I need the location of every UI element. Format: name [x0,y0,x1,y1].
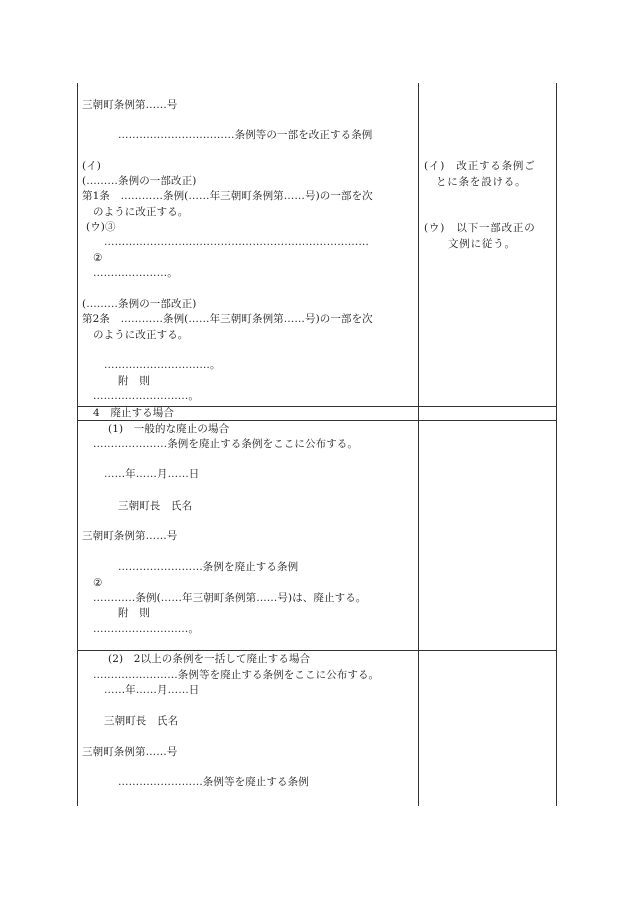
s4-1-body: …………条例(……年三朝町条例第……号)は、廃止する。 [93,592,367,604]
note-mark-u: (ウ)③ [86,221,116,233]
s4-2-heading: (2) 2以上の条例を一括して廃止する場合 [108,653,311,665]
side-note-i-line2: とに条を設ける。 [436,176,527,188]
s4-1-supplementary-dotted: ………………………。 [93,623,199,635]
table-right-border [556,83,557,806]
row-divider-2 [77,420,557,421]
table-column-divider [418,83,419,806]
s4-1-promulgation: …………………条例を廃止する条例をここに公布する。 [93,438,358,450]
s4-2-title: ……………………条例等を廃止する条例 [118,776,309,788]
s4-1-supplementary: 附 則 [118,607,150,619]
table-left-border [77,83,78,806]
side-note-i-line1: (イ) 改正する条例ご [424,160,536,172]
side-note-u-line2: 文例に従う。 [448,238,516,250]
article1-caption: (………条例の一部改正) [82,175,197,187]
article2-caption: (………条例の一部改正) [82,298,197,310]
article2-text-line2: のように改正する。 [93,329,189,341]
dotted-line-short: …………………。 [93,267,178,279]
supplementary-provisions: 附 則 [118,375,150,387]
amendment-ordinance-title: ……………………………条例等の一部を改正する条例 [118,129,373,141]
s4-2-promulgation: ……………………条例等を廃止する条例をここに公布する。 [93,669,380,681]
s4-1-title: ……………………条例を廃止する条例 [118,561,299,573]
s4-2-date: ……年……月……日 [104,684,200,696]
s4-2-ordinance-number: 三朝町条例第……号 [82,746,178,758]
s4-1-date: ……年……月……日 [104,468,200,480]
note-mark-i: (イ) [82,160,101,172]
article1-text-line1: 第1条 …………条例(……年三朝町条例第……号)の一部を次 [82,190,373,202]
dotted-line-mid: …………………………。 [104,359,221,371]
s4-1-mayor: 三朝町長 氏名 [118,500,193,512]
row-divider-3 [77,650,557,651]
paragraph-number-2: ② [93,252,103,264]
s4-1-paragraph-number-2: ② [93,577,103,589]
s4-2-mayor: 三朝町長 氏名 [104,715,179,727]
side-note-u-line1: (ウ) 以下一部改正の [424,222,536,234]
s4-1-ordinance-number: 三朝町条例第……号 [82,530,178,542]
supplementary-dotted-line: ………………………。 [93,390,199,402]
dotted-line-long: ………………………………………………………………… [104,236,369,248]
ordinance-number: 三朝町条例第……号 [82,99,178,111]
section4-heading: 4 廃止する場合 [93,407,174,419]
article1-text-line2: のように改正する。 [93,206,189,218]
article2-text-line1: 第2条 …………条例(……年三朝町条例第……号)の一部を次 [82,313,373,325]
s4-1-heading: (1) 一般的な廃止の場合 [108,423,230,435]
